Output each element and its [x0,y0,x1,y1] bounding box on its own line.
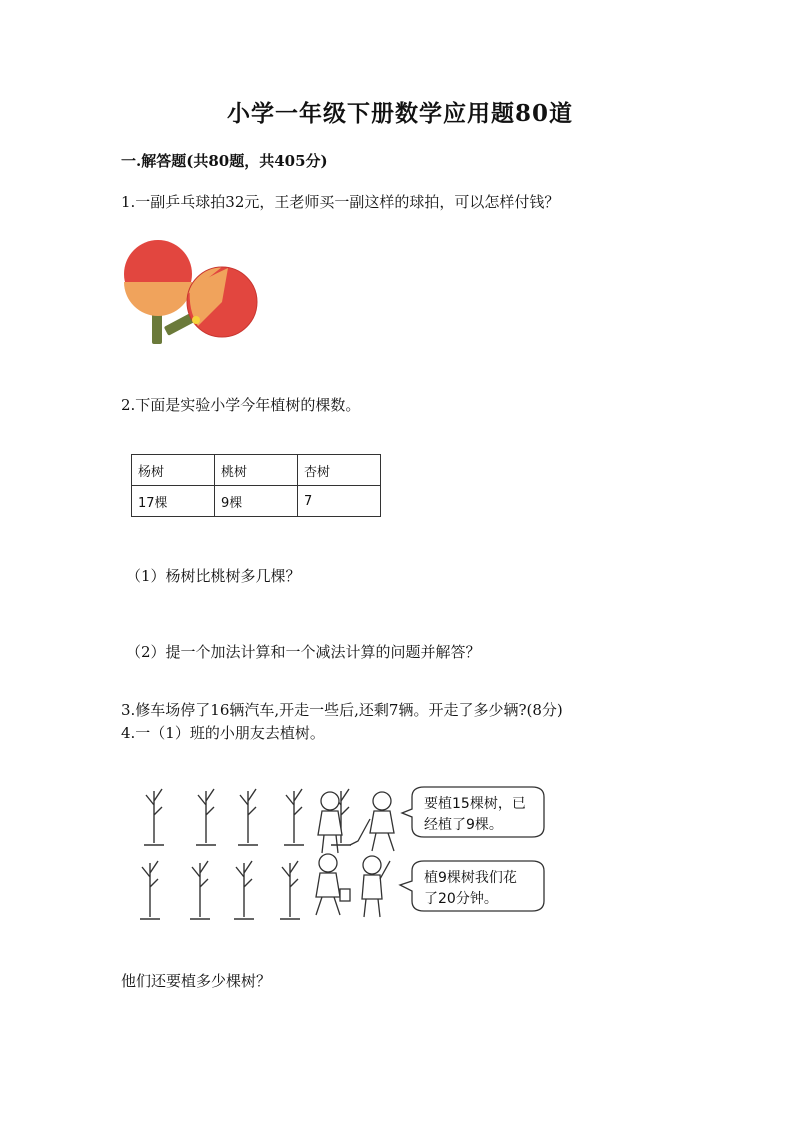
table-header-cell: 杏树 [298,455,381,486]
table-cell: 17棵 [132,486,215,517]
section-heading: 一.解答题(共80题，共405分) [121,152,328,170]
ping-pong-paddles-icon [118,238,268,353]
table-row [132,486,381,517]
table-header-cell: 桃树 [215,455,298,486]
question-4-question: 他们还要植多少棵树？ [121,972,272,990]
speech-bubble-1-line-2: 经植了9棵。 [424,817,503,833]
question-2-text: 2.下面是实验小学今年植树的棵数。 [121,396,361,414]
table-header-cell: 杨树 [132,455,215,486]
question-2-sub-2: （2）提一个加法计算和一个减法计算的问题并解答？ [126,643,481,661]
tree-icon [140,789,351,919]
child-figure-icon [316,854,390,917]
speech-bubble-2-line-1: 植9棵树我们花 [424,870,517,886]
question-1-text: 1.一副乒乓球拍32元，王老师买一副这样的球拍，可以怎样付钱？ [121,193,560,211]
question-3-text: 3.修车场停了16辆汽车,开走一些后,还剩7辆。开走了多少辆?(8分) [121,701,563,719]
child-figure-icon [318,792,394,853]
table-row [132,455,381,486]
speech-bubble-2-line-2: 了20分钟。 [424,891,498,907]
tree-planting-illustration [132,775,552,925]
table-cell: 9棵 [215,486,298,517]
tree-count-table [131,454,381,517]
page-title: 小学一年级下册数学应用题80道 [226,100,573,127]
speech-bubble-1-line-1: 要植15棵树，已 [424,796,526,812]
question-4-text: 4.一（1）班的小朋友去植树。 [121,724,325,742]
question-2-sub-1: （1）杨树比桃树多几棵？ [126,567,301,585]
table-cell: 7 [298,486,381,517]
